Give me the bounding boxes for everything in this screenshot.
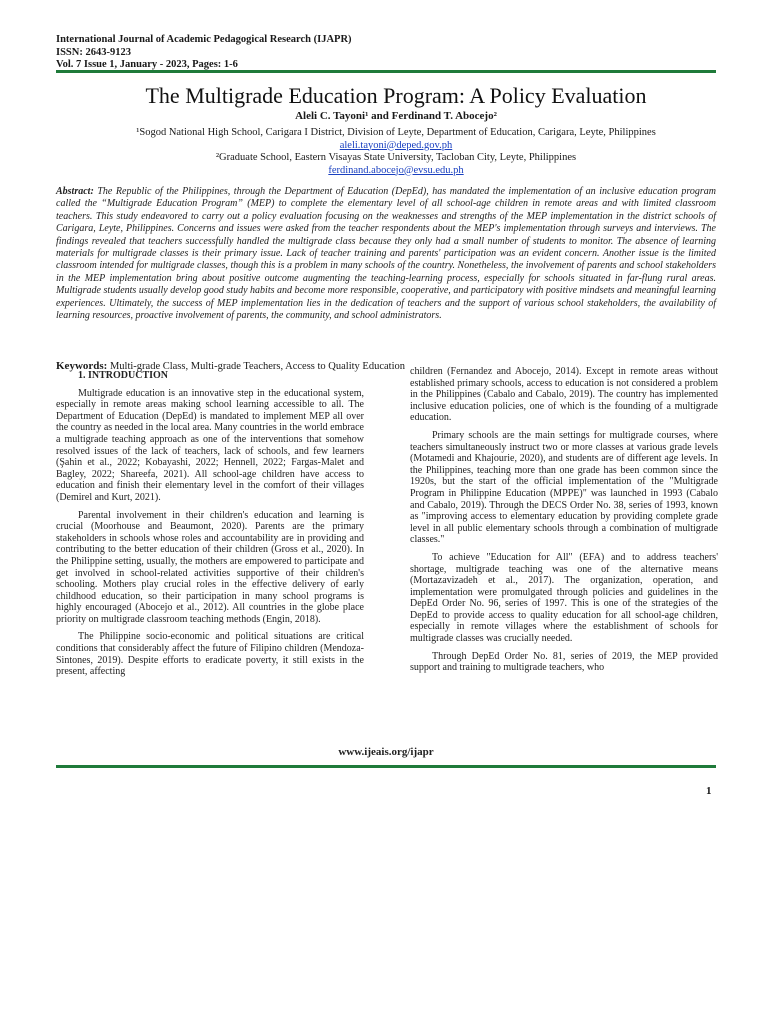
footer-url-link[interactable]: www.ijeais.org/ijapr [338, 746, 434, 758]
header-rule [56, 70, 716, 73]
abstract [56, 186, 716, 322]
affiliation-2 [56, 152, 736, 177]
paragraph: children (Fernandez and Abocejo, 2014). Except in remote areas without established primary schools, access to education is not considered a problem in the Philippines (Cabalo and Cabalo, 2019). The country has implemented inclusive education policies, one of which is the founding of a multigrade education. [410, 366, 718, 424]
footer-rule [56, 765, 716, 768]
affiliation-text: ²Graduate School, Eastern Visayas State University, Tacloban City, Leyte, Philippines [215, 152, 577, 163]
paragraph: Multigrade education is an innovative step in the educational system, especially in remote areas making school learning accessible to all. The Department of Education (DepEd) is mandated to implement MEP all over the country as needed in the local area. Many countries in the world embrace a multigrade teaching approach as one of the interventions that somehow resolved issues of the lack of teachers, lack of schools, and few learners (Şahin et al., 2022; Kobayashi, 2022; Hennell, 2022; Fargas-Malet and Bagley, 2022; Shareefa, 2021). All school-age children have access to education and finish their elementary level in the comfort of their villages (Demirel and Kurt, 2021). [56, 387, 364, 503]
paragraph: The Philippine socio-economic and political situations are critical conditions that considerably affect the future of Filipino children (Mendoza-Sintones, 2019). Despite efforts to eradicate poverty, it still exists in the present, affecting [56, 631, 364, 678]
journal-name: International Journal of Academic Pedagogical Research (IJAPR) [56, 34, 352, 45]
keywords-label: Keywords: [56, 360, 108, 372]
affiliation-1 [56, 127, 736, 152]
abstract-label: Abstract: [56, 186, 94, 197]
journal-volume: Vol. 7 Issue 1, January - 2023, Pages: 1-6 [56, 59, 238, 70]
affiliation-text: ¹Sogod National High School, Carigara I District, Division of Leyte, Department of Education, Carigara, Leyte, Philippines [136, 127, 656, 138]
keywords-text: Multi-grade Class, Multi-grade Teachers, Access to Quality Education [109, 361, 405, 372]
author-email-link[interactable]: ferdinand.abocejo@evsu.edu.ph [328, 164, 464, 176]
journal-header [56, 34, 716, 72]
right-column [410, 366, 718, 680]
paragraph: Through DepEd Order No. 81, series of 2019, the MEP provided support and training to multigrade teachers, who [410, 650, 718, 674]
author-email-link[interactable]: aleli.tayoni@deped.gov.ph [339, 139, 453, 151]
abstract-text: The Republic of the Philippines, through the Department of Education (DepEd), has mandated the implementation of an inclusive education program called the “Multigrade Education Program” (MEP) to complete the elementary level of all school-age children in remote areas and with limited classroom teachers. This study endeavored to carry out a policy evaluation focusing on the weaknesses and strengths of the MEP implementation in the district schools of Carigara, Leyte, Philippines. Concerns and issues were asked from the teacher respondents about the MEP's implementation through surveys and interviews. The findings revealed that teachers successfully handled the multigrade class because they only had a small number of students to monitor. The absence of learning materials for multigrade classes is their primary issue. Lack of teacher training and parents' participation was an evident concern. Another issue is the limited classroom intended for multigrade classes, though this is a problem in many schools of the country. Nonetheless, the involvement of parents and school stakeholders in the MEP implementation bring about positive outcome augmenting the teaching-learning process, especially for schools situated in far-flung rural areas. Multigrade students usually develop good study habits and become more responsible, cooperative, and participatory with positive mindsets and meaningful learning experiences. Ultimately, the success of MEP implementation lies in the dedication of teachers and the support of various school stakeholders, the availability of learning resources, proactive involvement of parents, the community, and school administrators. [56, 186, 716, 322]
paper-title: The Multigrade Education Program: A Policy Evaluation [145, 83, 647, 108]
section-heading: 1. INTRODUCTION [78, 370, 169, 381]
page-number: 1 [706, 785, 712, 797]
paragraph: Primary schools are the main settings for multigrade courses, where teachers simultaneously instruct two or more classes at various grade levels (Motamedi and Khajourie, 2020), and students are of different age levels. In the Philippines, teaching more than one grade has been common since the 1920s, but the start of the official implementation of the "Multigrade Program in Philippine Education (MPPE)" was launched in 1993 (Cabalo and Cabalo, 2019). Through the DECS Order No. 38, series of 1993, known as "improving access to elementary education by providing complete grade level in all public elementary schools through a combination of multigrade classes." [410, 429, 718, 546]
journal-issn: ISSN: 2643-9123 [56, 46, 131, 58]
paper-authors: Aleli C. Tayoni¹ and Ferdinand T. Abocejo² [295, 110, 497, 122]
paragraph: Parental involvement in their children's education and learning is crucial (Moorhouse and Beaumont, 2020). Parents are the primary stakeholders in schools whose roles and accountability are in providing and contributing to the better education of their children (Gross et al., 2020). In the Philippine setting, usually, the mothers are empowered to participate and get involved in school-related activities supportive of their children's schooling. Mothers play crucial roles in the effective delivery of early childhood education, so their participation in many school programs is highly encouraged (Abocejo et al., 2012). All countries in the globe place priority on multigrade classroom teaching methods (Engin, 2018). [56, 509, 364, 625]
paragraph: To achieve "Education for All" (EFA) and to address teachers' shortage, multigrade teaching was one of the alternative means (Mortazavizadeh et al., 2017). The organization, operation, and implementation were promulgated through policies and guidelines in the DepEd Order No. 96, series of 1997. This is one of the strategies of the DepEd to provide access to quality education for all school-age children, especially in remote villages where the establishment of schools for multigrade classes was crucially needed. [410, 551, 718, 645]
left-column [56, 370, 364, 684]
